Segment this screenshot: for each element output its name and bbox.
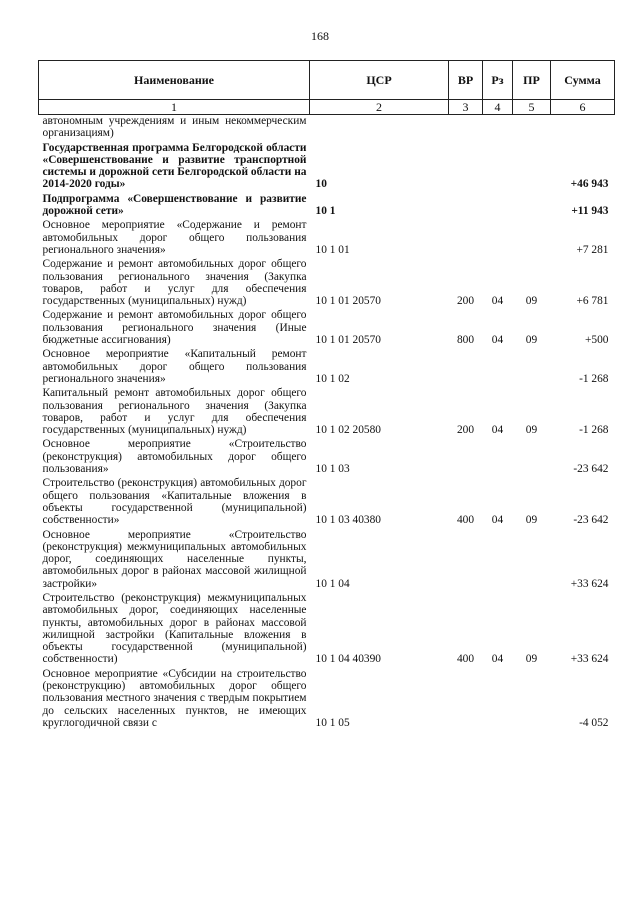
row-rz-cell xyxy=(483,115,513,140)
table-row xyxy=(39,140,615,191)
page-number: 168 xyxy=(311,29,329,43)
row-pr-cell xyxy=(513,346,551,385)
table-body xyxy=(39,115,615,730)
table-row xyxy=(39,256,615,307)
row-rz-cell: 04 xyxy=(491,514,504,527)
row-name-cell: Капитальный ремонт автомобильных дорог общего пользования регионального значения (Закупка товаров, работ и услуг для обеспечения государственных (муниципальных) нужд) xyxy=(42,387,307,437)
column-number: 2 xyxy=(310,100,449,115)
row-csr-cell: 10 1 03 40380 xyxy=(315,514,381,527)
row-sum-cell: -23 642 xyxy=(573,463,609,476)
table-row xyxy=(39,666,615,729)
row-rz-cell xyxy=(483,217,513,256)
table-row xyxy=(39,590,615,666)
row-csr-cell: 10 1 02 xyxy=(315,372,350,385)
row-vr-cell xyxy=(449,191,483,218)
row-sum-cell: +33 624 xyxy=(570,577,609,590)
row-sum-cell: +46 943 xyxy=(570,178,609,191)
row-pr-cell xyxy=(513,115,551,140)
row-csr-cell: 10 1 05 xyxy=(315,716,350,729)
row-name-cell: Основное мероприятие «Строительство (реконструкция) автомобильных дорог общего пользования» xyxy=(42,438,307,476)
row-pr-cell xyxy=(513,191,551,218)
row-name-cell: Строительство (реконструкция) межмуниципальных автомобильных дорог, соединяющих населенные пункты, автомобильных дорог в районах массовой жилищной застройки (Капитальные вложения в объекты государственной (муниципальной) собственности) xyxy=(42,591,307,666)
column-number: 5 xyxy=(513,100,551,115)
table-row xyxy=(39,436,615,475)
header-name: Наименование xyxy=(39,61,310,100)
column-number: 4 xyxy=(483,100,513,115)
row-vr-cell xyxy=(449,140,483,191)
row-csr-cell: 10 1 01 20570 xyxy=(315,295,381,308)
row-vr-cell xyxy=(449,527,483,590)
row-sum-cell: +33 624 xyxy=(570,653,609,666)
row-name-cell: Основное мероприятие «Субсидии на строительство (реконструкцию) автомобильных дорог общего пользования местного значения с твердым покрытием до сельских населенных пунктов, не имеющих круглогодичной связи с xyxy=(42,667,307,729)
row-csr-cell: 10 1 04 xyxy=(315,577,350,590)
column-number: 1 xyxy=(39,100,310,115)
row-pr-cell: 09 xyxy=(525,514,538,527)
row-pr-cell xyxy=(513,436,551,475)
row-csr-cell: 10 1 03 xyxy=(315,463,350,476)
row-sum-cell xyxy=(551,115,615,140)
header-sum: Сумма xyxy=(551,61,615,100)
row-sum-cell: +6 781 xyxy=(576,295,609,308)
row-name-cell: Подпрограмма «Совершенствование и развитие дорожной сети» xyxy=(42,192,307,218)
row-rz-cell: 04 xyxy=(491,424,504,437)
row-rz-cell xyxy=(483,436,513,475)
row-vr-cell xyxy=(449,666,483,729)
row-rz-cell: 04 xyxy=(491,334,504,347)
row-vr-cell xyxy=(449,217,483,256)
row-name-cell: Государственная программа Белгородской области «Совершенствование и развитие транспортной системы и дорожной сети Белгородской области на 2014-2020 годы» xyxy=(42,141,307,191)
row-name-cell: Строительство (реконструкция) автомобильных дорог общего пользования «Капитальные вложения в объекты государственной (муниципальной) собственности» xyxy=(42,477,307,527)
row-csr-cell: 10 1 04 40390 xyxy=(315,653,381,666)
row-csr-cell: 10 1 02 20580 xyxy=(315,424,381,437)
header-pr: ПР xyxy=(513,61,551,100)
row-rz-cell xyxy=(483,666,513,729)
row-sum-cell: -23 642 xyxy=(573,514,609,527)
header-rz: Рз xyxy=(483,61,513,100)
row-name-cell: Основное мероприятие «Строительство (реконструкция) межмуниципальных автомобильных дорог, соединяющих населенные пункты, автомобильных дорог в районах массовой жилищной застройки» xyxy=(42,528,307,590)
row-sum-cell: +500 xyxy=(584,334,609,347)
header-csr: ЦСР xyxy=(310,61,449,100)
row-csr-cell: 10 1 01 xyxy=(315,243,350,256)
table-row xyxy=(39,527,615,590)
row-sum-cell: +11 943 xyxy=(571,205,609,218)
row-vr-cell: 200 xyxy=(456,424,475,437)
header-vr: ВР xyxy=(449,61,483,100)
row-name-cell: автономным учреждениям и иным некоммерческим организациям) xyxy=(42,115,307,140)
table-row xyxy=(39,115,615,140)
row-name-cell: Содержание и ремонт автомобильных дорог общего пользования регионального значения (Иные бюджетные ассигнования) xyxy=(42,309,307,347)
row-rz-cell: 04 xyxy=(491,295,504,308)
row-pr-cell: 09 xyxy=(525,424,538,437)
row-rz-cell xyxy=(483,346,513,385)
row-vr-cell xyxy=(449,436,483,475)
row-pr-cell xyxy=(513,527,551,590)
row-rz-cell: 04 xyxy=(491,653,504,666)
row-name-cell: Основное мероприятие «Капитальный ремонт автомобильных дорог общего пользования регионального значения» xyxy=(42,348,307,385)
row-sum-cell: -4 052 xyxy=(579,716,609,729)
row-pr-cell xyxy=(513,140,551,191)
row-rz-cell xyxy=(483,191,513,218)
header-row xyxy=(39,61,615,100)
row-vr-cell: 400 xyxy=(456,653,475,666)
row-pr-cell xyxy=(513,666,551,729)
row-name-cell: Основное мероприятие «Содержание и ремонт автомобильных дорог общего пользования регионального значения» xyxy=(42,219,307,256)
row-csr-cell: 10 xyxy=(315,178,327,191)
row-vr-cell: 400 xyxy=(456,514,475,527)
row-rz-cell xyxy=(483,140,513,191)
row-csr-cell: 10 1 01 20570 xyxy=(315,334,381,347)
table-row xyxy=(39,307,615,346)
row-vr-cell xyxy=(449,115,483,140)
row-vr-cell: 800 xyxy=(456,334,475,347)
row-csr-cell: 10 1 xyxy=(315,205,336,218)
row-pr-cell: 09 xyxy=(525,334,538,347)
column-number: 3 xyxy=(449,100,483,115)
row-pr-cell xyxy=(513,217,551,256)
table-row xyxy=(39,346,615,385)
row-sum-cell: +7 281 xyxy=(576,243,609,256)
row-sum-cell: -1 268 xyxy=(579,424,609,437)
row-csr-cell xyxy=(310,115,449,140)
row-rz-cell xyxy=(483,527,513,590)
row-pr-cell: 09 xyxy=(525,295,538,308)
row-pr-cell: 09 xyxy=(525,653,538,666)
table-row xyxy=(39,385,615,436)
budget-table xyxy=(38,60,615,729)
row-vr-cell xyxy=(449,346,483,385)
column-number: 6 xyxy=(551,100,615,115)
column-number-row xyxy=(39,100,615,115)
row-name-cell: Содержание и ремонт автомобильных дорог общего пользования регионального значения (Закупка товаров, работ и услуг для обеспечения государственных (муниципальных) нужд) xyxy=(42,258,307,308)
row-vr-cell: 200 xyxy=(456,295,475,308)
table-row xyxy=(39,475,615,526)
table-row xyxy=(39,217,615,256)
row-sum-cell: -1 268 xyxy=(579,372,609,385)
table-row xyxy=(39,191,615,218)
